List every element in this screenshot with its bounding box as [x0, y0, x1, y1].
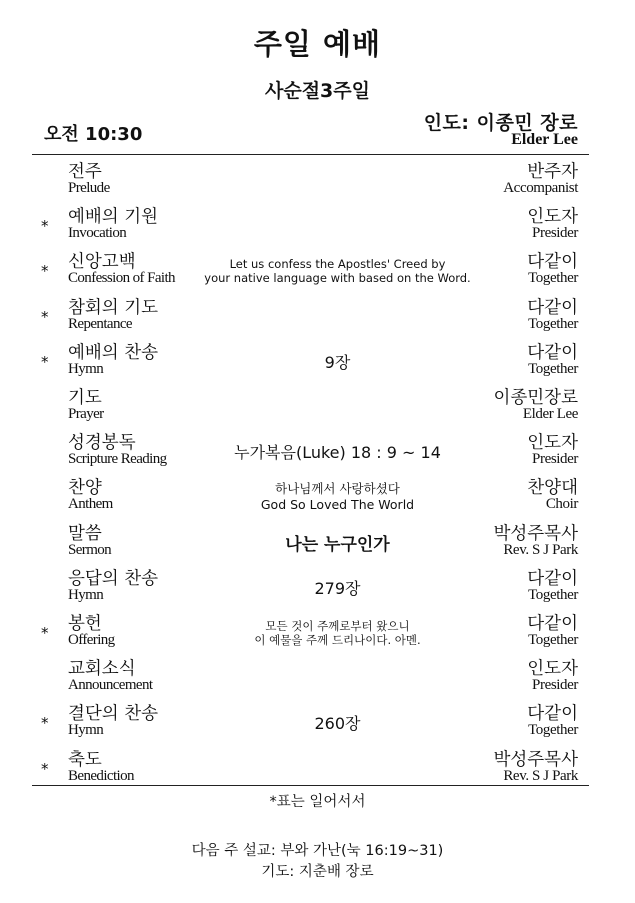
- item-english: Anthem: [68, 496, 113, 513]
- leader-role-english: Presider: [532, 677, 578, 694]
- leader-role-korean: 다같이: [527, 704, 578, 725]
- leader-role-korean: 다같이: [527, 297, 578, 318]
- order-row: [0, 520, 635, 565]
- item-english: Prayer: [68, 406, 104, 422]
- item-english: Hymn: [68, 360, 104, 377]
- item-korean: 신앙고백: [68, 252, 136, 273]
- leader-role-korean: 박성주목사: [493, 523, 578, 544]
- standing-mark: *: [41, 759, 49, 778]
- item-detail-line: Let us confess the Apostles' Creed by: [229, 256, 446, 271]
- leader-role-english: Accompanist: [503, 180, 578, 196]
- item-english: Hymn: [68, 722, 104, 739]
- item-detail: [190, 474, 485, 519]
- item-detail: [190, 248, 485, 293]
- leader-english: Elder Lee: [511, 131, 578, 148]
- leader-role-english: Elder Lee: [522, 406, 578, 422]
- service-time: 오전 10:30: [44, 124, 143, 145]
- leader-role-korean: 다같이: [527, 342, 578, 363]
- leader-role-english: Rev. S J Park: [503, 767, 578, 784]
- leader-korean: 인도: 이종민 장로: [423, 112, 578, 134]
- item-detail: [190, 610, 485, 655]
- item-english: Sermon: [68, 541, 112, 558]
- leader-role-english: Together: [528, 315, 578, 332]
- item-korean: 찬양: [68, 478, 102, 499]
- order-row: [0, 429, 635, 474]
- item-korean: 전주: [68, 162, 102, 182]
- order-row: [0, 746, 635, 791]
- item-korean: 축도: [68, 749, 102, 770]
- top-divider: [32, 154, 589, 155]
- item-detail-line: 누가복음(Luke) 18 : 9 ~ 14: [234, 443, 441, 463]
- leader-role-english: Presider: [532, 225, 578, 242]
- leader-role-korean: 인도자: [527, 207, 578, 228]
- page-subtitle: 사순절3주일: [265, 80, 370, 102]
- leader-role-english: Together: [528, 632, 578, 648]
- item-detail-line: 나는 누구인가: [285, 534, 390, 555]
- item-korean: 예배의 찬송: [68, 342, 159, 363]
- order-row: [0, 384, 635, 429]
- order-row: [0, 700, 635, 745]
- order-row: [0, 655, 635, 700]
- leader-role-english: Choir: [545, 496, 578, 513]
- page-title: 주일 예배: [253, 27, 382, 61]
- item-detail-line: 이 예물을 주께 드리나이다. 아멘.: [254, 632, 421, 647]
- standing-note: *표는 일어서서: [269, 794, 366, 810]
- standing-mark: *: [41, 262, 49, 281]
- leader-role-korean: 반주자: [527, 162, 578, 182]
- item-korean: 응답의 찬송: [68, 568, 159, 589]
- item-detail-line: 260장: [314, 714, 361, 734]
- item-english: Offering: [68, 632, 115, 648]
- order-row: [0, 248, 635, 293]
- order-row: [0, 294, 635, 339]
- order-row: [0, 339, 635, 384]
- item-detail-line: 279장: [314, 578, 361, 598]
- order-row: [0, 158, 635, 203]
- leader-role-english: Rev. S J Park: [503, 541, 578, 558]
- item-detail-line: 모든 것이 주께로부터 왔으니: [265, 618, 410, 633]
- item-korean: 봉헌: [68, 614, 102, 634]
- item-english: Scripture Reading: [68, 451, 167, 468]
- standing-mark: *: [41, 624, 49, 642]
- standing-mark: *: [41, 307, 49, 326]
- standing-mark: *: [41, 217, 49, 236]
- item-detail: [190, 520, 485, 565]
- item-korean: 교회소식: [68, 659, 136, 680]
- item-korean: 기도: [68, 388, 102, 408]
- bottom-divider: [32, 785, 589, 786]
- order-row: [0, 610, 635, 655]
- item-korean: 성경봉독: [68, 433, 136, 454]
- item-korean: 참회의 기도: [68, 297, 159, 318]
- item-english: Announcement: [68, 677, 153, 694]
- item-detail-line: God So Loved The World: [260, 496, 415, 512]
- leader-role-korean: 다같이: [527, 252, 578, 273]
- item-korean: 예배의 기원: [68, 207, 159, 228]
- leader-role-korean: 인도자: [527, 659, 578, 680]
- item-english: Repentance: [68, 315, 132, 332]
- item-english: Invocation: [68, 225, 127, 242]
- item-detail-line: 하나님께서 사랑하셨다: [275, 480, 400, 496]
- next-week-sermon: 다음 주 설교: 부와 가난(눅 16:19~31): [191, 843, 444, 859]
- order-row: [0, 203, 635, 248]
- leader-role-korean: 인도자: [527, 433, 578, 454]
- standing-mark: *: [41, 714, 49, 733]
- item-korean: 말씀: [68, 523, 102, 544]
- item-detail: [190, 565, 485, 610]
- leader-role-english: Together: [528, 722, 578, 739]
- leader-role-english: Together: [528, 360, 578, 377]
- order-row: [0, 474, 635, 519]
- leader-role-korean: 박성주목사: [493, 749, 578, 770]
- standing-mark: *: [41, 352, 49, 371]
- item-english: Benediction: [68, 767, 134, 784]
- item-english: Prelude: [68, 180, 110, 196]
- order-row: [0, 565, 635, 610]
- item-detail: [190, 700, 485, 745]
- leader-role-korean: 다같이: [527, 614, 578, 634]
- leader-role-korean: 이종민장로: [493, 388, 578, 408]
- leader-role-korean: 찬양대: [527, 478, 578, 499]
- item-detail-line: 9장: [324, 352, 351, 372]
- item-english: Hymn: [68, 586, 104, 603]
- leader-role-english: Presider: [532, 451, 578, 468]
- item-korean: 결단의 찬송: [68, 704, 159, 725]
- item-detail: [190, 339, 485, 384]
- item-detail-line: your native language with based on the Word.: [204, 270, 471, 285]
- leader-role-english: Together: [528, 586, 578, 603]
- leader-role-english: Together: [528, 270, 578, 287]
- leader-role-korean: 다같이: [527, 568, 578, 589]
- item-detail: [190, 429, 485, 474]
- item-english: Confession of Faith: [68, 270, 175, 287]
- next-week-prayer: 기도: 지춘배 장로: [261, 864, 374, 880]
